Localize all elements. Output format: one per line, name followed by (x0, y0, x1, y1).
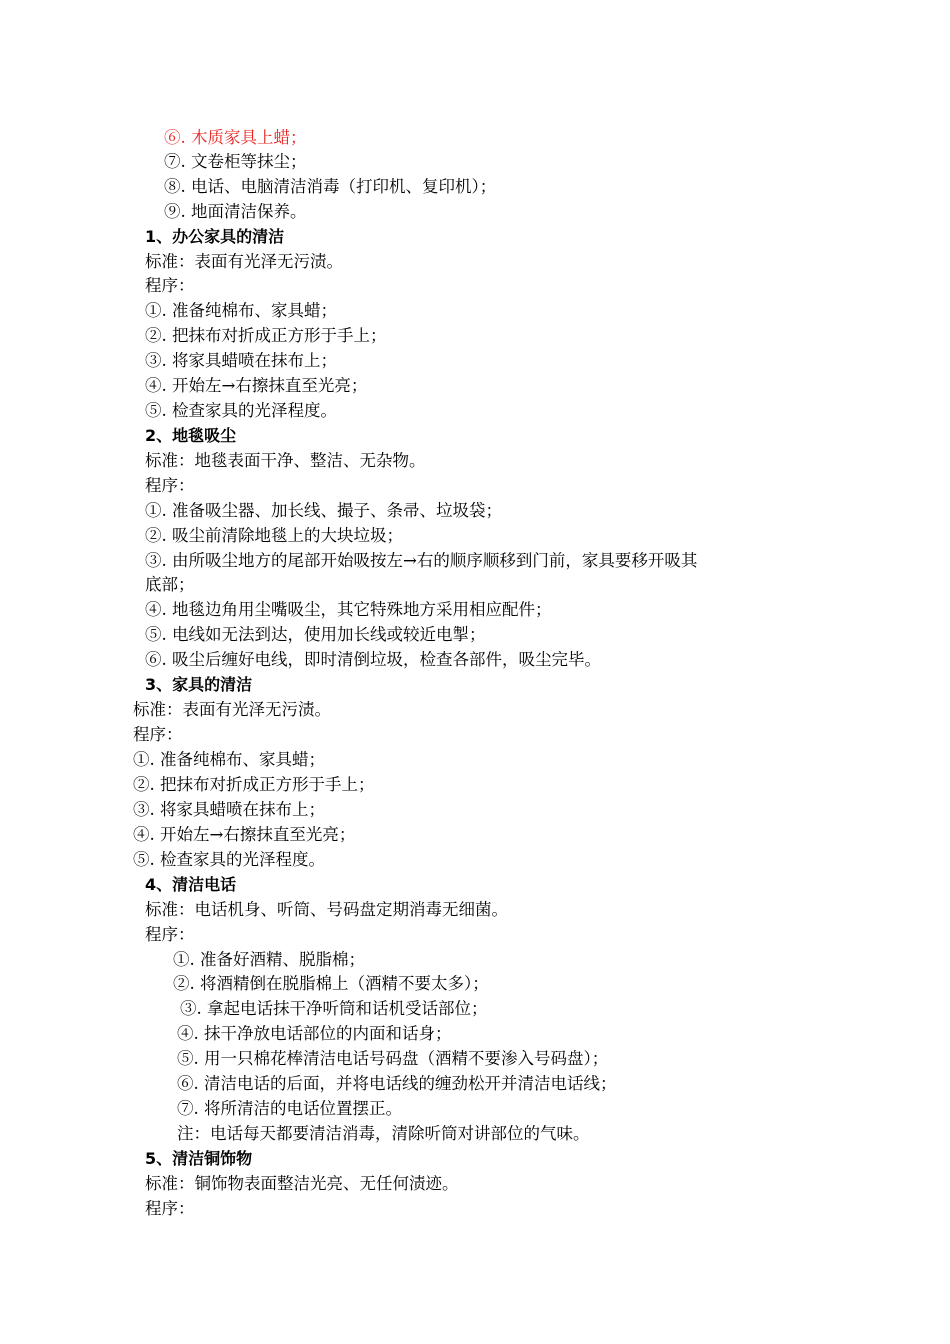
note-text: 注：电话每天都要清洁消毒，清除听筒对讲部位的气味。 (177, 1124, 590, 1143)
step-item: ②. 把抹布对折成正方形于手上； (133, 775, 375, 794)
procedure-label: 程序： (145, 276, 195, 295)
step-item: ①. 准备好酒精、脱脂棉； (173, 950, 365, 969)
step-item: ⑤. 电线如无法到达，使用加长线或较近电掣； (145, 625, 486, 644)
intro-item: ⑨. 地面清洁保养。 (164, 202, 307, 221)
intro-item: ⑦. 文卷柜等抹尘； (164, 152, 307, 171)
step-item: ⑤. 用一只棉花棒清洁电话号码盘（酒精不要渗入号码盘）； (177, 1049, 609, 1068)
standard-text: 标准：铜饰物表面整洁光亮、无任何渍迹。 (145, 1174, 459, 1193)
standard-text: 标准：表面有光泽无污渍。 (133, 700, 331, 719)
standard-text: 标准：电话机身、听筒、号码盘定期消毒无细菌。 (145, 900, 508, 919)
step-item: ④. 抹干净放电话部位的内面和话身； (177, 1024, 452, 1043)
section-heading: 1、办公家具的清洁 (145, 227, 285, 246)
step-item: ③. 由所吸尘地方的尾部开始吸按左→右的顺序顺移到门前，家具要移开吸其 (145, 551, 698, 570)
intro-item: ⑥. 木质家具上蜡； (164, 128, 307, 147)
section-heading: 5、清洁铜饰物 (145, 1149, 253, 1168)
step-item: ①. 准备吸尘器、加长线、撮子、条帚、垃圾袋； (145, 501, 502, 520)
standard-text: 标准：地毯表面干净、整洁、无杂物。 (145, 451, 426, 470)
step-item: ⑤. 检查家具的光泽程度。 (145, 401, 337, 420)
step-item: ⑦. 将所清洁的电话位置摆正。 (177, 1099, 402, 1118)
standard-text: 标准：表面有光泽无污渍。 (145, 252, 343, 271)
section-heading: 4、清洁电话 (145, 875, 237, 894)
step-item: ②. 吸尘前清除地毯上的大块垃圾； (145, 526, 403, 545)
procedure-label: 程序： (133, 725, 183, 744)
step-item: ①. 准备纯棉布、家具蜡； (145, 301, 337, 320)
step-item: ⑤. 检查家具的光泽程度。 (133, 850, 325, 869)
intro-item: ⑧. 电话、电脑清洁消毒（打印机、复印机）； (164, 177, 497, 196)
procedure-label: 程序： (145, 1199, 195, 1218)
section-heading: 2、地毯吸尘 (145, 426, 237, 445)
step-item: ⑥. 吸尘后缠好电线，即时清倒垃圾，检查各部件，吸尘完毕。 (145, 650, 601, 669)
procedure-label: 程序： (145, 476, 195, 495)
step-item: ②. 把抹布对折成正方形于手上； (145, 326, 387, 345)
step-item: ④. 开始左→右擦抹直至光亮； (145, 376, 368, 395)
step-item: ②. 将酒精倒在脱脂棉上（酒精不要太多）； (173, 974, 489, 993)
step-item-continuation: 底部； (145, 575, 195, 594)
section-heading: 3、家具的清洁 (145, 675, 253, 694)
step-item: ④. 开始左→右擦抹直至光亮； (133, 825, 356, 844)
step-item: ③. 将家具蜡喷在抹布上； (145, 351, 337, 370)
procedure-label: 程序： (145, 925, 195, 944)
step-item: ①. 准备纯棉布、家具蜡； (133, 750, 325, 769)
step-item: ⑥. 清洁电话的后面，并将电话线的缠劲松开并清洁电话线； (177, 1074, 617, 1093)
step-item: ④. 地毯边角用尘嘴吸尘，其它特殊地方采用相应配件； (145, 600, 552, 619)
step-item: ③. 拿起电话抹干净听筒和话机受话部位； (180, 999, 488, 1018)
step-item: ③. 将家具蜡喷在抹布上； (133, 800, 325, 819)
